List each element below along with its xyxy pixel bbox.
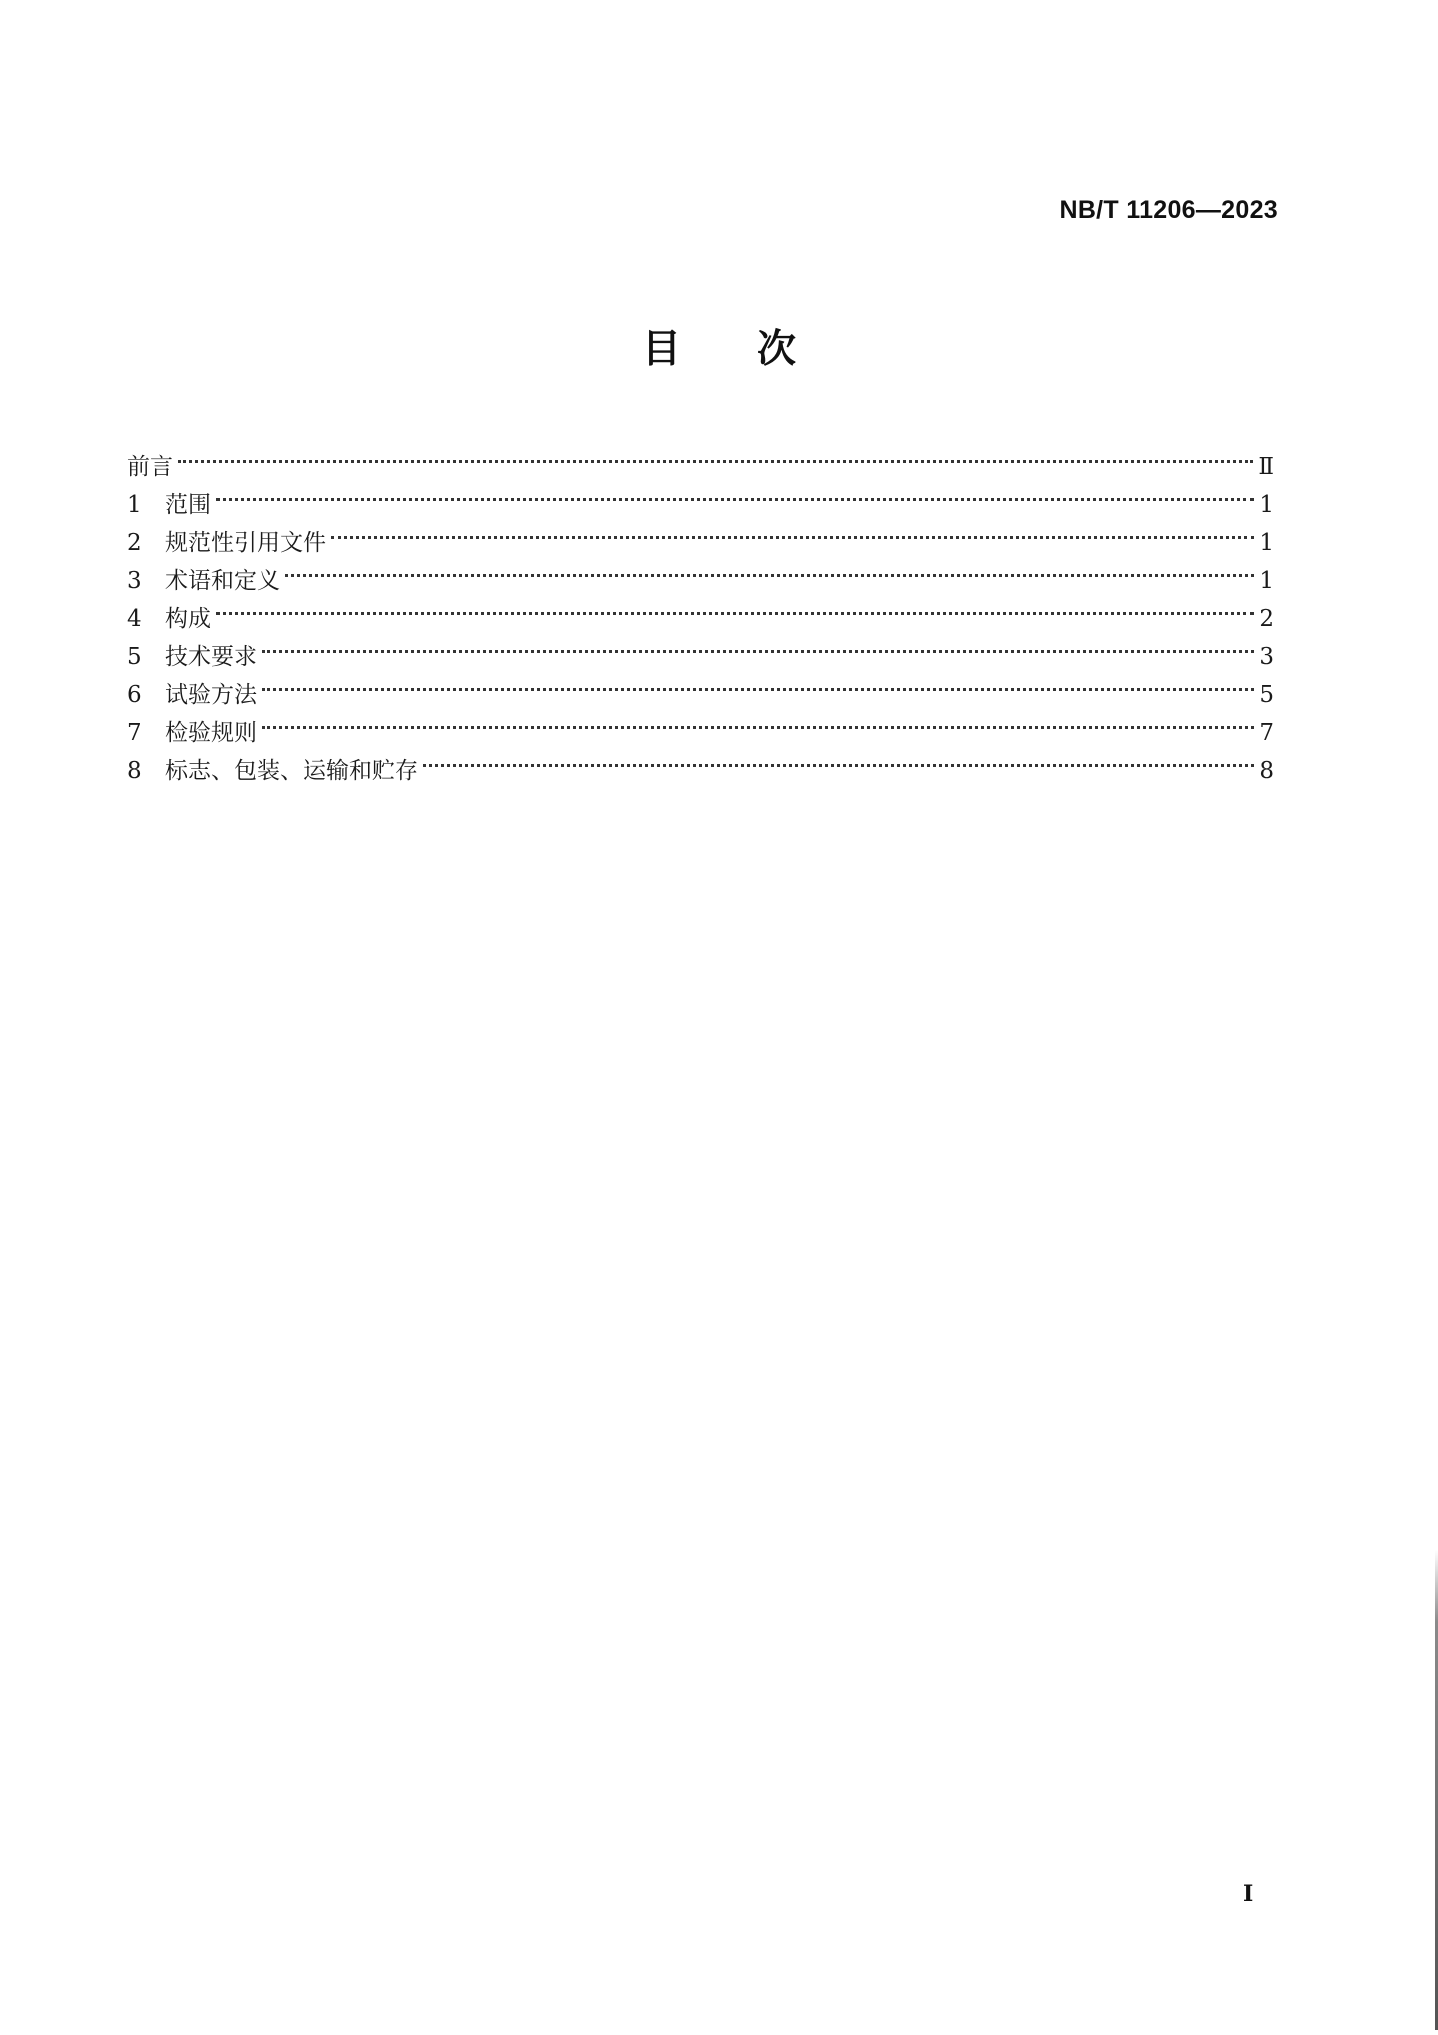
toc-entry-page: 7 [1259, 720, 1274, 746]
toc-entry-8[interactable] [127, 740, 1274, 784]
toc-entry-number: 4 [127, 606, 142, 632]
toc-entry-number: 7 [127, 720, 142, 746]
toc-entry-label: 构成 [165, 606, 211, 632]
toc-entry-3[interactable] [127, 550, 1274, 594]
toc-dot-leader [331, 512, 1254, 550]
toc-entry-7[interactable] [127, 702, 1274, 746]
toc-entry-label: 前言 [127, 454, 173, 480]
toc-entry-number: 1 [127, 492, 142, 518]
toc-entry-number: 2 [127, 530, 142, 556]
toc-dot-leader [262, 664, 1254, 702]
toc-dot-leader [262, 626, 1254, 664]
toc-entry-label: 术语和定义 [165, 568, 280, 594]
toc-entry-page: 3 [1259, 644, 1274, 670]
toc-entry-label: 范围 [165, 492, 211, 518]
table-of-contents [127, 436, 1274, 784]
page-number: I [1243, 1881, 1254, 1907]
toc-entry-1[interactable] [127, 474, 1274, 518]
toc-entry-page: 1 [1259, 568, 1274, 594]
toc-entry-label: 规范性引用文件 [165, 530, 326, 556]
page-title: 目次 [641, 327, 872, 372]
toc-entry-number: 5 [127, 644, 142, 670]
toc-entry-page: 1 [1259, 492, 1274, 518]
toc-entry-2[interactable] [127, 512, 1274, 556]
toc-dot-leader [216, 474, 1254, 512]
toc-entry-page: 8 [1259, 758, 1274, 784]
toc-entry-preface[interactable] [127, 436, 1274, 480]
toc-entry-number: 8 [127, 758, 142, 784]
toc-dot-leader [178, 436, 1253, 474]
standard-code: NB/T 11206—2023 [1059, 196, 1278, 224]
toc-dot-leader [285, 550, 1254, 588]
toc-dot-leader [262, 702, 1254, 740]
toc-entry-label: 检验规则 [165, 720, 257, 746]
toc-entry-label: 试验方法 [165, 682, 257, 708]
toc-entry-page: Ⅱ [1258, 454, 1274, 480]
toc-dot-leader [216, 588, 1254, 626]
toc-entry-4[interactable] [127, 588, 1274, 632]
toc-entry-6[interactable] [127, 664, 1274, 708]
toc-entry-number: 6 [127, 682, 142, 708]
toc-entry-page: 2 [1259, 606, 1274, 632]
toc-entry-number: 3 [127, 568, 142, 594]
toc-entry-page: 1 [1259, 530, 1274, 556]
toc-entry-page: 5 [1259, 682, 1274, 708]
toc-entry-5[interactable] [127, 626, 1274, 670]
toc-entry-label: 技术要求 [165, 644, 257, 670]
toc-entry-label: 标志、包装、运输和贮存 [165, 758, 418, 784]
toc-dot-leader [423, 740, 1254, 778]
